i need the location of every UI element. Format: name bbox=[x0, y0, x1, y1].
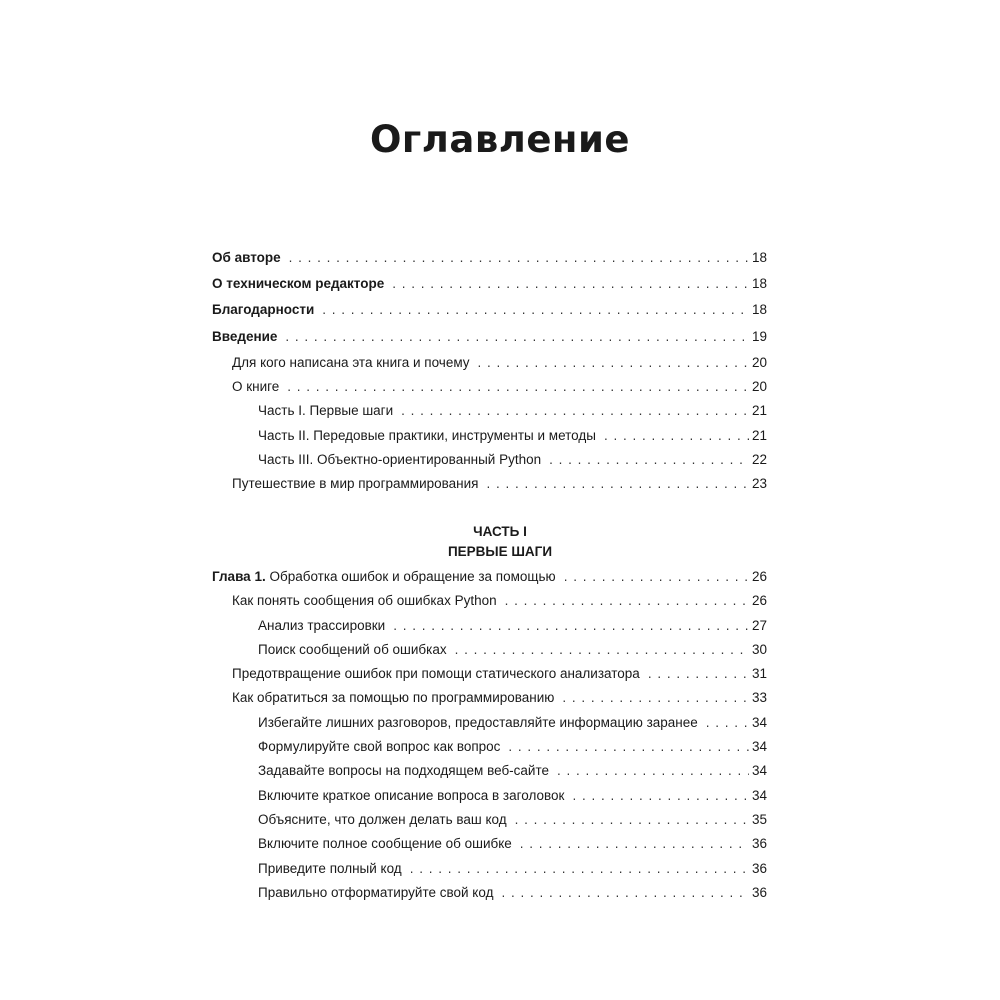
toc-entry-page: 21 bbox=[751, 427, 767, 443]
toc-entry-part-1[interactable] bbox=[212, 403, 767, 427]
toc-entry-title: Задавайте вопросы на подходящем веб-сайте bbox=[258, 763, 550, 779]
toc-entry-page: 27 bbox=[751, 617, 767, 633]
toc-entry-part-3[interactable] bbox=[212, 452, 767, 476]
toc-entry-page: 36 bbox=[751, 884, 767, 900]
part-heading bbox=[0, 522, 1000, 562]
dot-leader bbox=[648, 666, 749, 681]
toc-entry[interactable] bbox=[212, 861, 767, 885]
page-title: Оглавление bbox=[369, 118, 631, 161]
toc-entry-introduction[interactable] bbox=[212, 329, 767, 355]
toc-entry[interactable] bbox=[212, 739, 767, 763]
toc-entry-page: 23 bbox=[751, 476, 767, 492]
toc-entry-title: Приведите полный код bbox=[258, 860, 402, 876]
dot-leader bbox=[401, 403, 749, 418]
toc-entry-title bbox=[212, 569, 556, 584]
toc-entry-about-book[interactable] bbox=[212, 379, 767, 403]
toc-entry-acknowledgements[interactable] bbox=[212, 302, 767, 328]
toc-entry-page: 21 bbox=[751, 403, 767, 419]
dot-leader bbox=[508, 739, 749, 754]
toc-entry-journey[interactable] bbox=[212, 476, 767, 500]
toc-entry[interactable] bbox=[212, 666, 767, 690]
toc-entry[interactable] bbox=[212, 812, 767, 836]
toc-entry-title: Поиск сообщений об ошибках bbox=[258, 641, 447, 657]
toc-entry-title: Благодарности bbox=[212, 302, 315, 318]
dot-leader bbox=[520, 836, 749, 851]
toc-entry-page: 33 bbox=[751, 690, 767, 706]
toc-entry-title: Включите полное сообщение об ошибке bbox=[258, 836, 512, 852]
toc-entry[interactable] bbox=[212, 715, 767, 739]
toc-entry-page: 34 bbox=[751, 787, 767, 803]
toc-entry-title: Предотвращение ошибок при помощи статического анализатора bbox=[232, 666, 640, 682]
toc-entry-title: Формулируйте свой вопрос как вопрос bbox=[258, 739, 501, 755]
dot-leader bbox=[455, 642, 749, 657]
dot-leader bbox=[322, 302, 749, 317]
dot-leader bbox=[392, 276, 749, 291]
dot-leader bbox=[410, 861, 749, 876]
toc-front-matter bbox=[212, 250, 767, 501]
toc-entry-page: 30 bbox=[751, 641, 767, 657]
toc-entry-part-2[interactable] bbox=[212, 428, 767, 452]
toc-entry-title: Об авторе bbox=[212, 250, 281, 265]
toc-entry-title: Путешествие в мир программирования bbox=[232, 476, 479, 492]
dot-leader bbox=[285, 329, 749, 344]
toc-entry-page: 26 bbox=[751, 593, 767, 609]
toc-entry-page: 22 bbox=[751, 451, 767, 467]
toc-entry-title: Объясните, что должен делать ваш код bbox=[258, 811, 507, 827]
dot-leader bbox=[501, 885, 749, 900]
toc-entry-title: Правильно отформатируйте свой код bbox=[258, 884, 494, 900]
toc-entry-tech-editor[interactable] bbox=[212, 276, 767, 302]
toc-entry[interactable] bbox=[212, 763, 767, 787]
toc-entry-page: 36 bbox=[751, 836, 767, 852]
dot-leader bbox=[572, 788, 749, 803]
toc-entry-page: 36 bbox=[751, 860, 767, 876]
dot-leader bbox=[486, 476, 749, 491]
dot-leader bbox=[393, 618, 749, 633]
toc-entry-page: 34 bbox=[751, 714, 767, 730]
dot-leader bbox=[604, 428, 749, 443]
toc-entry[interactable] bbox=[212, 788, 767, 812]
toc-entry-page: 31 bbox=[751, 666, 767, 682]
dot-leader bbox=[478, 355, 749, 370]
toc-entry-title: Анализ трассировки bbox=[258, 617, 386, 633]
toc-entry-page: 35 bbox=[751, 811, 767, 827]
toc-entry-title: Как понять сообщения об ошибках Python bbox=[232, 593, 497, 609]
toc-entry-page: 26 bbox=[751, 569, 767, 584]
dot-leader bbox=[549, 452, 749, 467]
dot-leader bbox=[287, 379, 749, 394]
part-number: ЧАСТЬ I bbox=[473, 524, 527, 539]
dot-leader bbox=[557, 763, 749, 778]
toc-entry-title: Избегайте лишних разговоров, предоставляйте информацию заранее bbox=[258, 714, 698, 730]
toc-entry[interactable] bbox=[212, 642, 767, 666]
toc-entry[interactable] bbox=[212, 618, 767, 642]
toc-entry-chapter-1[interactable] bbox=[212, 569, 767, 593]
dot-leader bbox=[562, 690, 749, 705]
toc-entry-title: Для кого написана эта книга и почему bbox=[232, 354, 470, 370]
toc-entry[interactable] bbox=[212, 836, 767, 860]
toc-entry-about-author[interactable] bbox=[212, 250, 767, 276]
toc-entry-page: 34 bbox=[751, 739, 767, 755]
dot-leader bbox=[706, 715, 749, 730]
toc-chapter-1 bbox=[212, 569, 767, 909]
toc-entry-title: Часть I. Первые шаги bbox=[258, 403, 394, 419]
toc-entry-title: Как обратиться за помощью по программированию bbox=[232, 690, 555, 706]
dot-leader bbox=[505, 593, 749, 608]
toc-entry-page: 34 bbox=[751, 763, 767, 779]
toc-entry-title: Часть III. Объектно-ориентированный Python bbox=[258, 451, 542, 467]
toc-entry-page: 20 bbox=[751, 379, 767, 395]
toc-entry[interactable] bbox=[212, 690, 767, 714]
part-title: ПЕРВЫЕ ШАГИ bbox=[447, 544, 553, 559]
toc-entry-page: 19 bbox=[751, 328, 767, 344]
toc-entry-page: 20 bbox=[751, 354, 767, 370]
toc-entry-title: Включите краткое описание вопроса в заголовок bbox=[258, 787, 565, 803]
toc-entry-page: 18 bbox=[751, 276, 767, 292]
toc-entry-page: 18 bbox=[751, 250, 767, 265]
chapter-prefix: Глава 1. bbox=[212, 569, 266, 584]
toc-entry-title: Введение bbox=[212, 328, 278, 344]
dot-leader bbox=[515, 812, 749, 827]
toc-entry-title: О книге bbox=[232, 379, 280, 395]
toc-entry-page: 18 bbox=[751, 302, 767, 318]
toc-entry-title: О техническом редакторе bbox=[212, 276, 385, 292]
dot-leader bbox=[564, 569, 749, 584]
toc-entry-audience[interactable] bbox=[212, 355, 767, 379]
dot-leader bbox=[289, 250, 749, 265]
toc-entry[interactable] bbox=[212, 885, 767, 909]
chapter-title: Обработка ошибок и обращение за помощью bbox=[265, 569, 556, 584]
toc-entry-title: Часть II. Передовые практики, инструменты и методы bbox=[258, 427, 596, 443]
toc-entry[interactable] bbox=[212, 593, 767, 617]
